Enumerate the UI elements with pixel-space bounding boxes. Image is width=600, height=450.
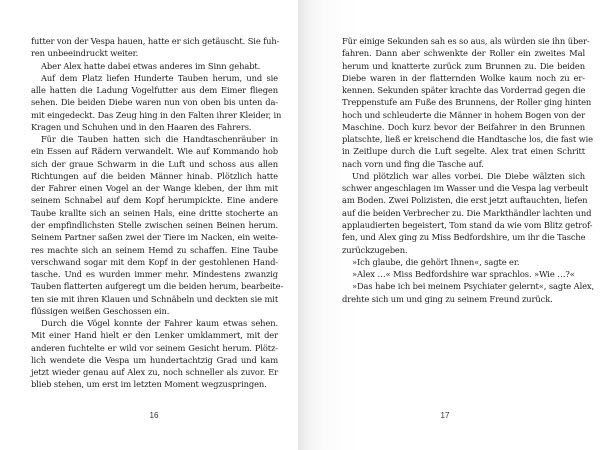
text-line: kennen. Sekunden später krachte das Vorderrad gegen die <box>342 85 586 96</box>
text-line: Mit einer Hand hielt er den Lenker umklammert, mit der <box>31 330 278 341</box>
right-page-text <box>342 35 595 305</box>
text-line: »Ich glaube, die gehört Ihnen«, sagte er. <box>352 256 520 267</box>
text-line: »Alex …« Miss Bedfordshire war sprachlos. »Wie …?« <box>352 269 575 280</box>
right-page <box>298 0 600 450</box>
text-line: Durch die Vögel konnte der Fahrer kaum etwas sehen. <box>41 318 278 329</box>
text-line: ren unbeeindruckt weiter. <box>31 48 139 59</box>
text-line: Maschine. Doch kurz bevor der Beifahrer in den Brunnen <box>342 121 585 132</box>
text-line: anderen fuchtelte er wild vor seinem Gesicht herum. Plötz- <box>31 342 278 353</box>
text-line: res machte sich an seinem Hemd zu schaffen. Eine Taube <box>31 244 278 255</box>
text-line: der empfindlichsten Stelle zwischen seinen Beinen herum. <box>31 219 278 230</box>
text-line: sehen. Die beiden Diebe waren nun von oben bis unten da- <box>31 97 278 108</box>
text-line: platschte, ließ er kreischend die Handtasche los, die fast wie <box>342 134 593 145</box>
text-line: herum und knatterte zurück zum Brunnen zu. Die beiden <box>342 60 585 71</box>
text-line: hoch und schleuderte die Männer in hohem Bogen von der <box>342 109 585 120</box>
text-line: Für einige Sekunden sah es so aus, als würden sie ihn über- <box>342 36 590 46</box>
text-line: Auf dem Platz liefen Hunderte Tauben herum, und sie <box>41 72 278 83</box>
text-line: Richtungen auf die beiden Männer hinab. Plötzlich hatte <box>31 170 278 181</box>
text-line: drehte sich um und ging zu seinem Freund zurück. <box>342 293 553 304</box>
text-line: Aber Alex hatte dabei etwas anderes im Sinn gehabt. <box>41 60 261 71</box>
text-line: »Das habe ich bei meinem Psychiater gelernt«, sagte Alex, <box>352 281 595 292</box>
text-line: in Zeitlupe durch die Luft segelte. Alex trat einen Schritt <box>342 146 585 157</box>
text-line: flüssigen weißen Geschossen ein. <box>31 305 170 316</box>
left-page-text <box>31 35 284 391</box>
text-line: Taube krallte sich an seinen Hals, eine dritte stocherte an <box>31 207 278 218</box>
text-line: fen, und Alex ging zu Miss Bedfordshire, um ihr die Tasche <box>342 232 586 243</box>
text-line: applaudierten begeistert, Tom stand da wie vom Blitz getrof- <box>342 219 593 230</box>
text-line: verschwand sogar mit dem Kopf in der gestohlenen Hand- <box>31 256 278 267</box>
text-line: ten sie mit ihren Klauen und Schnäbeln und deckten sie mit <box>31 293 279 304</box>
right-page-number: 17 <box>440 411 450 420</box>
text-line: Diebe waren in der flatternden Wolke kaum noch zu er- <box>342 72 585 83</box>
text-line: Treppenstufe am Fuße des Brunnens, der Roller ging hinten <box>342 97 592 108</box>
text-line: Für die Tauben hatten sich die Handtaschenräuber in <box>41 134 278 145</box>
text-line: Tauben flatterten aufgeregt um die beiden herum, bearbeite- <box>31 281 284 292</box>
text-line: blieb stehen, um erst im letzten Moment wegzuspringen. <box>31 379 267 390</box>
text-line: schwer angeschlagen im Wasser und die Vespa lag verbeult <box>342 183 589 194</box>
text-line: am Boden. Zwei Polizisten, die erst jetzt auftauchten, liefen <box>342 195 588 206</box>
text-line: seinem Schnabel auf dem Kopf herumpickte. Eine andere <box>31 195 278 206</box>
text-line: der Fahrer einen Vogel an der Wange kleben, der ihm mit <box>31 183 278 194</box>
text-line: lich wendete die Vespa um hundertachtzig Grad und kam <box>31 354 278 365</box>
text-line: mit eingedeckt. Das Zeug hing in den Falten ihrer Kleider, in <box>31 109 282 120</box>
text-line: ein Essen auf Rädern verwandelt. Wie auf Kommando hob <box>31 146 278 157</box>
text-line: tasche. Und es wurden immer mehr. Mindestens zwanzig <box>31 269 278 280</box>
text-line: futter von der Vespa hauen, hatte er sich getäuscht. Sie fuh- <box>31 36 280 46</box>
text-line: zurückzugeben. <box>342 244 408 255</box>
left-page-number: 16 <box>149 411 159 420</box>
text-line: alle hatten die Ladung Vogelfutter aus dem Eimer fliegen <box>31 85 278 96</box>
text-line: auf die beiden Verbrecher zu. Die Markthändler lachten und <box>342 207 592 218</box>
text-line: fahren. Dann aber schwenkte der Roller ein zweites Mal <box>342 48 585 59</box>
text-line: Kragen und Schuhen und in den Haaren des Fahrers. <box>31 121 252 132</box>
text-line: Seinem Partner saßen zwei der Tiere im Nacken, ein weite- <box>31 232 278 243</box>
text-line: nach vorn und fing die Tasche auf. <box>342 158 484 169</box>
text-line: sich der graue Schwarm in die Luft und schoss aus allen <box>31 158 278 169</box>
left-page <box>0 0 298 450</box>
text-line: Und plötzlich war alles vorbei. Die Diebe wälzten sich <box>352 170 585 181</box>
text-line: jetzt wieder genau auf Alex zu, noch schneller als zuvor. Er <box>31 367 278 378</box>
